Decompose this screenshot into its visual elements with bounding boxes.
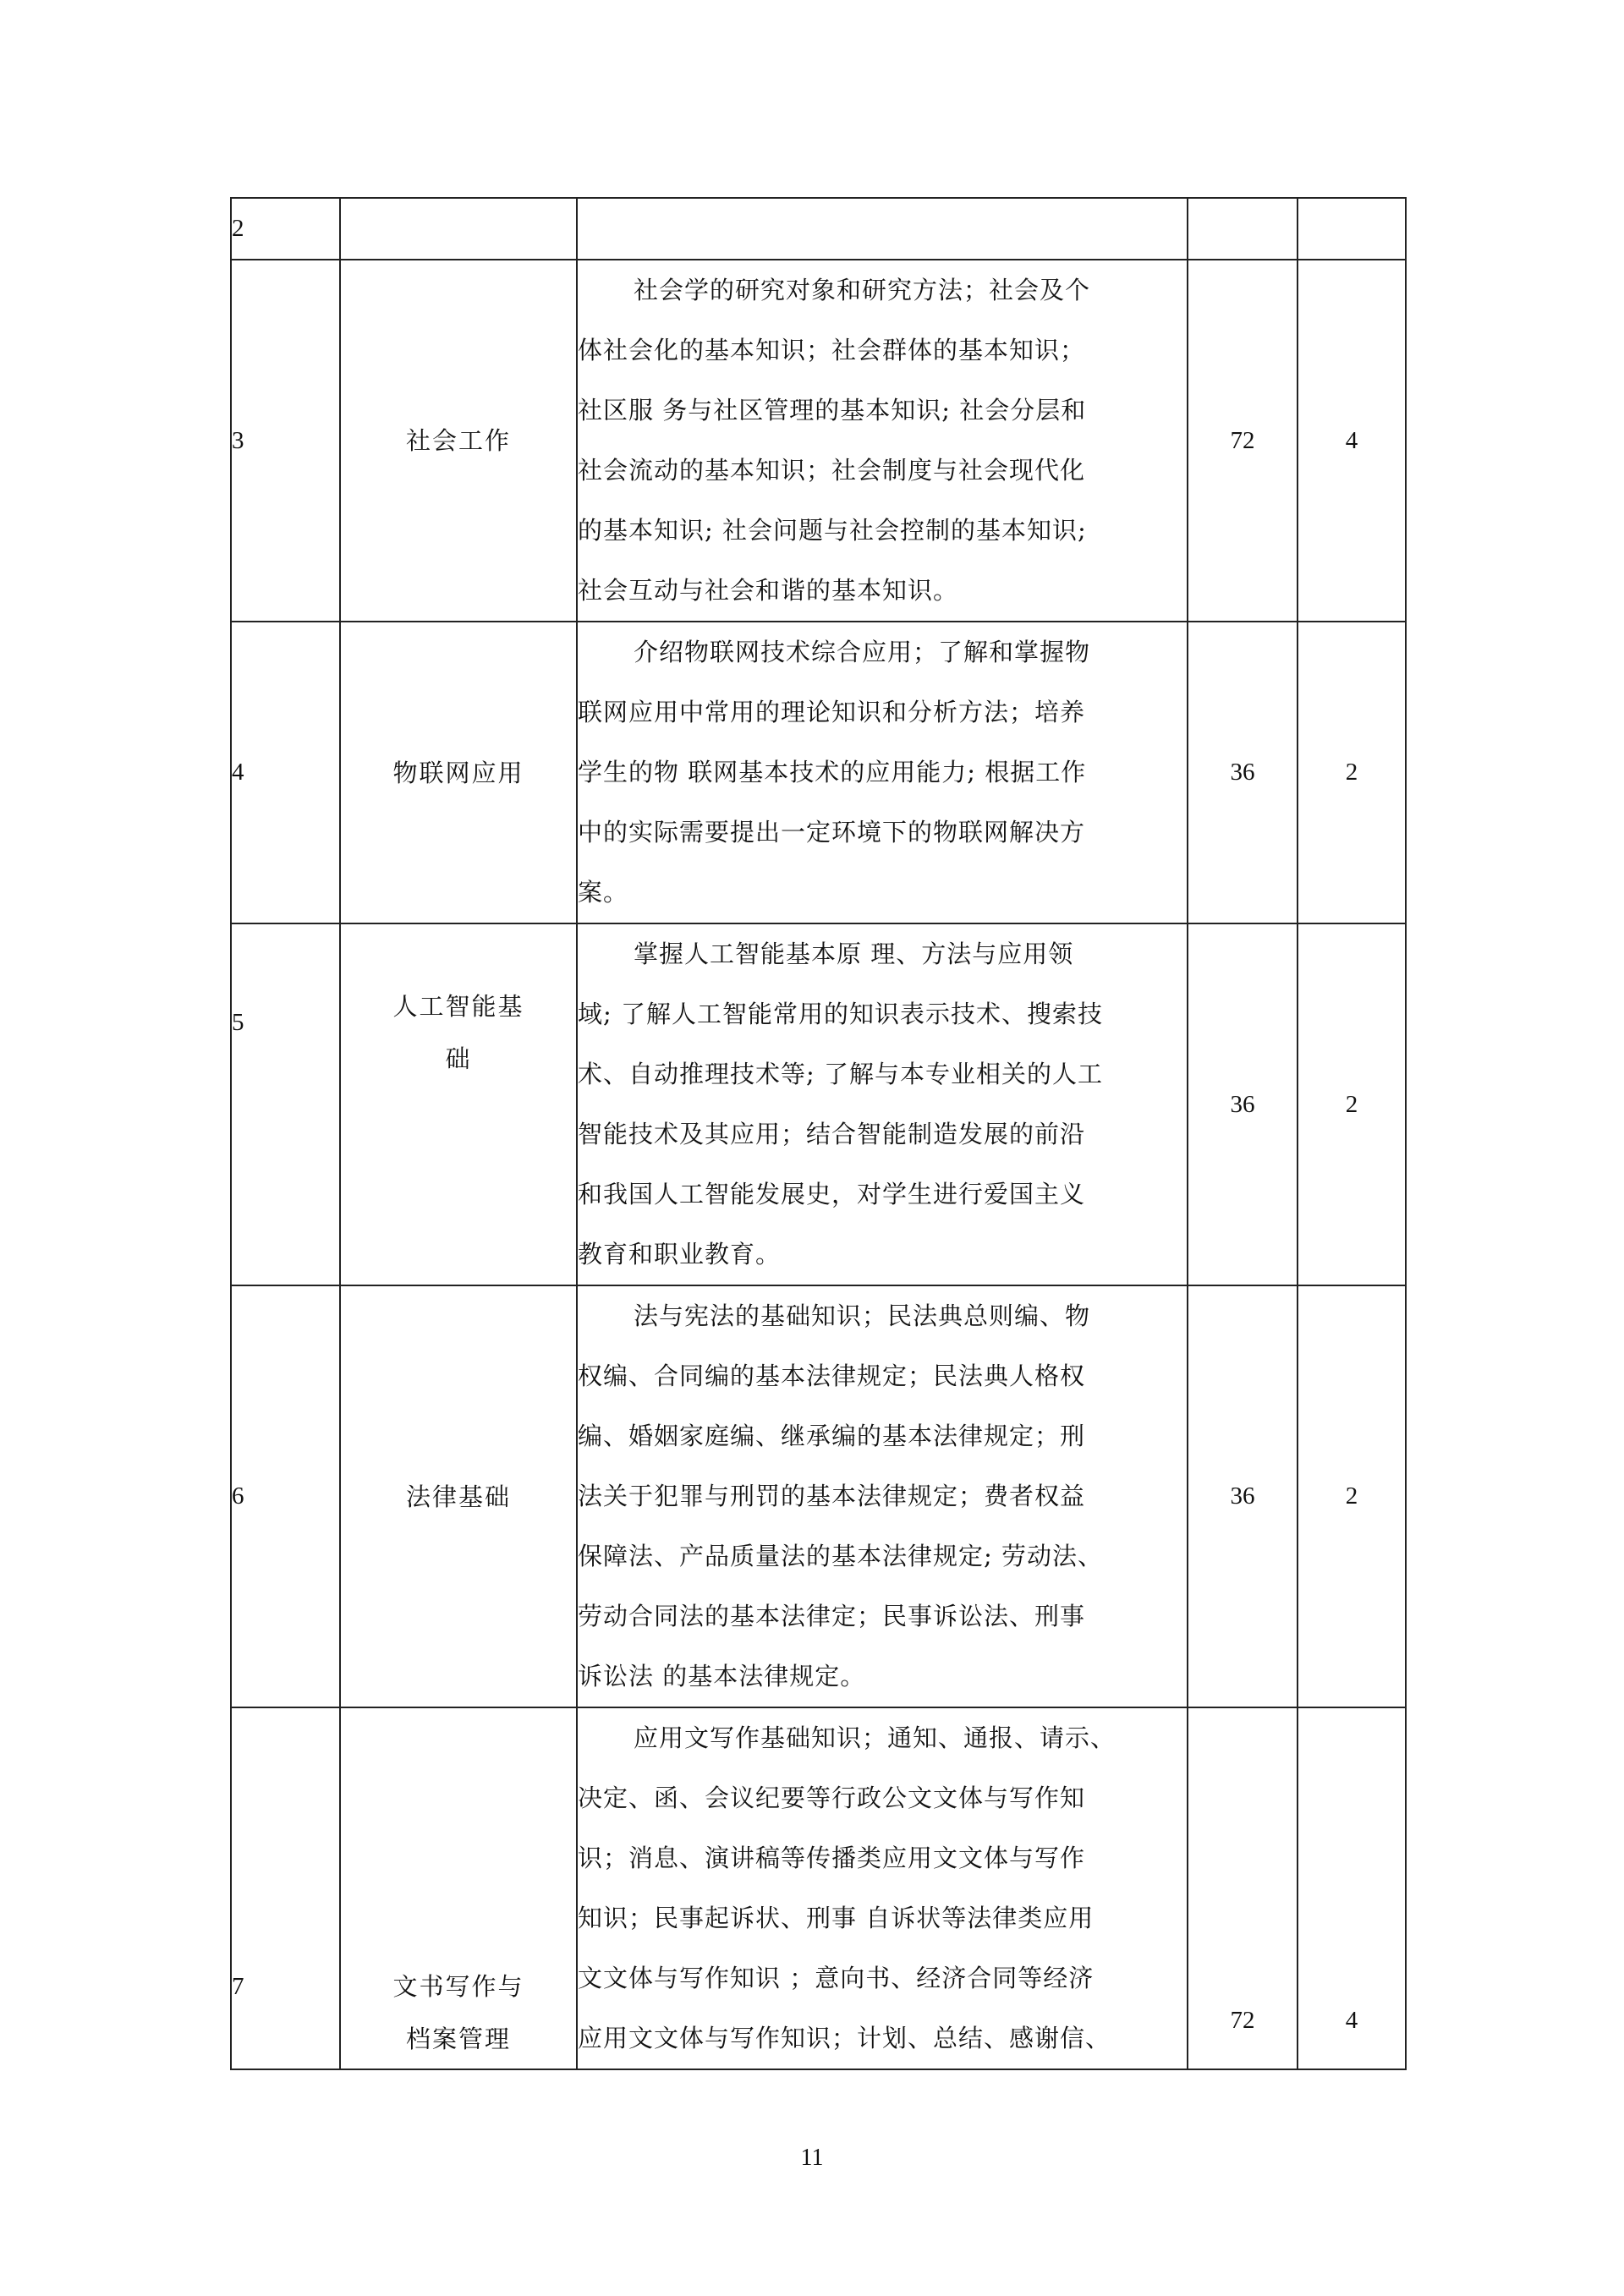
description-line: 社会互动与社会和谐的基本知识。 xyxy=(578,576,959,605)
description-line: 权编、合同编的基本法律规定；民法典人格权 xyxy=(578,1362,1086,1390)
description-line: 劳动合同法的基本法律定；民事诉讼法、刑事 xyxy=(578,1602,1086,1630)
table-row xyxy=(231,1285,1406,1707)
description-line: 编、婚姻家庭编、继承编的基本法律规定；刑 xyxy=(578,1422,1086,1450)
hours-cell: 72 xyxy=(1188,260,1298,622)
course-description-cell xyxy=(577,1285,1188,1707)
course-name xyxy=(392,980,524,1085)
description-line: 社会学的研究对象和研究方法；社会及个 xyxy=(634,276,1091,304)
description-line: 法与宪法的基础知识；民法典总则编、物 xyxy=(634,1301,1091,1330)
row-number: 7 xyxy=(231,1707,340,2069)
course-name-line: 文书写作与 xyxy=(392,1972,524,2001)
description-line: 识；消息、演讲稿等传播类应用文文体与写作 xyxy=(578,1844,1086,1872)
description-line: 掌握人工智能基本原 理、方法与应用领 xyxy=(634,940,1074,968)
description-line: 体社会化的基本知识；社会群体的基本知识； xyxy=(578,336,1086,364)
course-name xyxy=(406,1471,511,1523)
description-line: 文文体与写作知识 ；意向书、经济合同等经济 xyxy=(578,1964,1095,1992)
table-row xyxy=(231,198,1406,260)
description-line: 知识；民事起诉状、刑事 自诉状等法律类应用 xyxy=(578,1904,1095,1932)
page-number: 11 xyxy=(800,2145,824,2171)
course-description-cell xyxy=(577,622,1188,923)
course-name-cell xyxy=(340,1285,577,1707)
credits-cell: 2 xyxy=(1298,1285,1406,1707)
course-name-cell xyxy=(340,622,577,923)
hours-cell: 36 xyxy=(1188,622,1298,923)
description-line: 和我国人工智能发展史，对学生进行爱国主义 xyxy=(578,1180,1086,1208)
row-number: 5 xyxy=(231,923,340,1285)
description-line: 域; 了解人工智能常用的知识表示技术、搜索技 xyxy=(578,1000,1103,1028)
hours-cell: 36 xyxy=(1188,1285,1298,1707)
course-name-line: 社会工作 xyxy=(405,426,511,455)
credits-cell xyxy=(1298,198,1406,260)
description-line: 法关于犯罪与刑罚的基本法律规定；费者权益 xyxy=(578,1482,1086,1510)
course-name-cell xyxy=(340,1707,577,2069)
course-name-cell xyxy=(340,923,577,1285)
course-description-cell xyxy=(577,923,1188,1285)
description-line: 保障法、产品质量法的基本法律规定; 劳动法、 xyxy=(578,1542,1103,1570)
description-line: 应用文文体与写作知识；计划、总结、感谢信、 xyxy=(578,2024,1111,2052)
course-name xyxy=(392,747,524,799)
description-line: 联网应用中常用的理论知识和分析方法；培养 xyxy=(578,698,1086,726)
course-name xyxy=(406,414,511,467)
table-row xyxy=(231,1707,1406,2069)
row-number: 4 xyxy=(231,622,340,923)
course-name-line: 人工智能基 xyxy=(392,992,524,1021)
description-line: 智能技术及其应用；结合智能制造发展的前沿 xyxy=(578,1120,1086,1148)
course-description-cell xyxy=(577,260,1188,622)
credits-cell: 2 xyxy=(1298,923,1406,1285)
credits-cell: 4 xyxy=(1298,1707,1406,2069)
description-line: 学生的物 联网基本技术的应用能力; 根据工作 xyxy=(578,758,1087,786)
description-line: 诉讼法 的基本法律规定。 xyxy=(578,1662,866,1690)
table-row xyxy=(231,622,1406,923)
description-line: 介绍物联网技术综合应用；了解和掌握物 xyxy=(634,638,1091,666)
course-table xyxy=(230,197,1407,2070)
course-description-cell xyxy=(577,198,1188,260)
description-line: 的基本知识; 社会问题与社会控制的基本知识; xyxy=(578,516,1087,545)
course-name-line: 物联网应用 xyxy=(392,758,524,787)
row-number: 2 xyxy=(231,198,340,260)
course-name-cell xyxy=(340,198,577,260)
description-line: 决定、函、会议纪要等行政公文文体与写作知 xyxy=(578,1784,1086,1812)
course-name-line: 法律基础 xyxy=(405,1482,511,1511)
course-description-cell xyxy=(577,1707,1188,2069)
description-line: 社会流动的基本知识；社会制度与社会现代化 xyxy=(578,456,1086,485)
credits-cell: 2 xyxy=(1298,622,1406,923)
course-name xyxy=(392,1960,524,2065)
description-line: 术、自动推理技术等; 了解与本专业相关的人工 xyxy=(578,1060,1103,1088)
table-row xyxy=(231,923,1406,1285)
course-name-line: 档案管理 xyxy=(405,2025,511,2053)
description-line: 中的实际需要提出一定环境下的物联网解决方 xyxy=(578,818,1086,847)
description-line: 教育和职业教育。 xyxy=(578,1240,782,1269)
hours-cell: 72 xyxy=(1188,1707,1298,2069)
description-line: 应用文写作基础知识；通知、通报、请示、 xyxy=(634,1723,1116,1752)
row-number: 6 xyxy=(231,1285,340,1707)
description-line: 社区服 务与社区管理的基本知识; 社会分层和 xyxy=(578,396,1087,425)
credits-cell: 4 xyxy=(1298,260,1406,622)
description-line: 案。 xyxy=(578,878,629,907)
course-name-cell xyxy=(340,260,577,622)
table-row xyxy=(231,260,1406,622)
row-number: 3 xyxy=(231,260,340,622)
hours-cell: 36 xyxy=(1188,923,1298,1285)
hours-cell xyxy=(1188,198,1298,260)
course-name-line: 础 xyxy=(445,1044,472,1073)
